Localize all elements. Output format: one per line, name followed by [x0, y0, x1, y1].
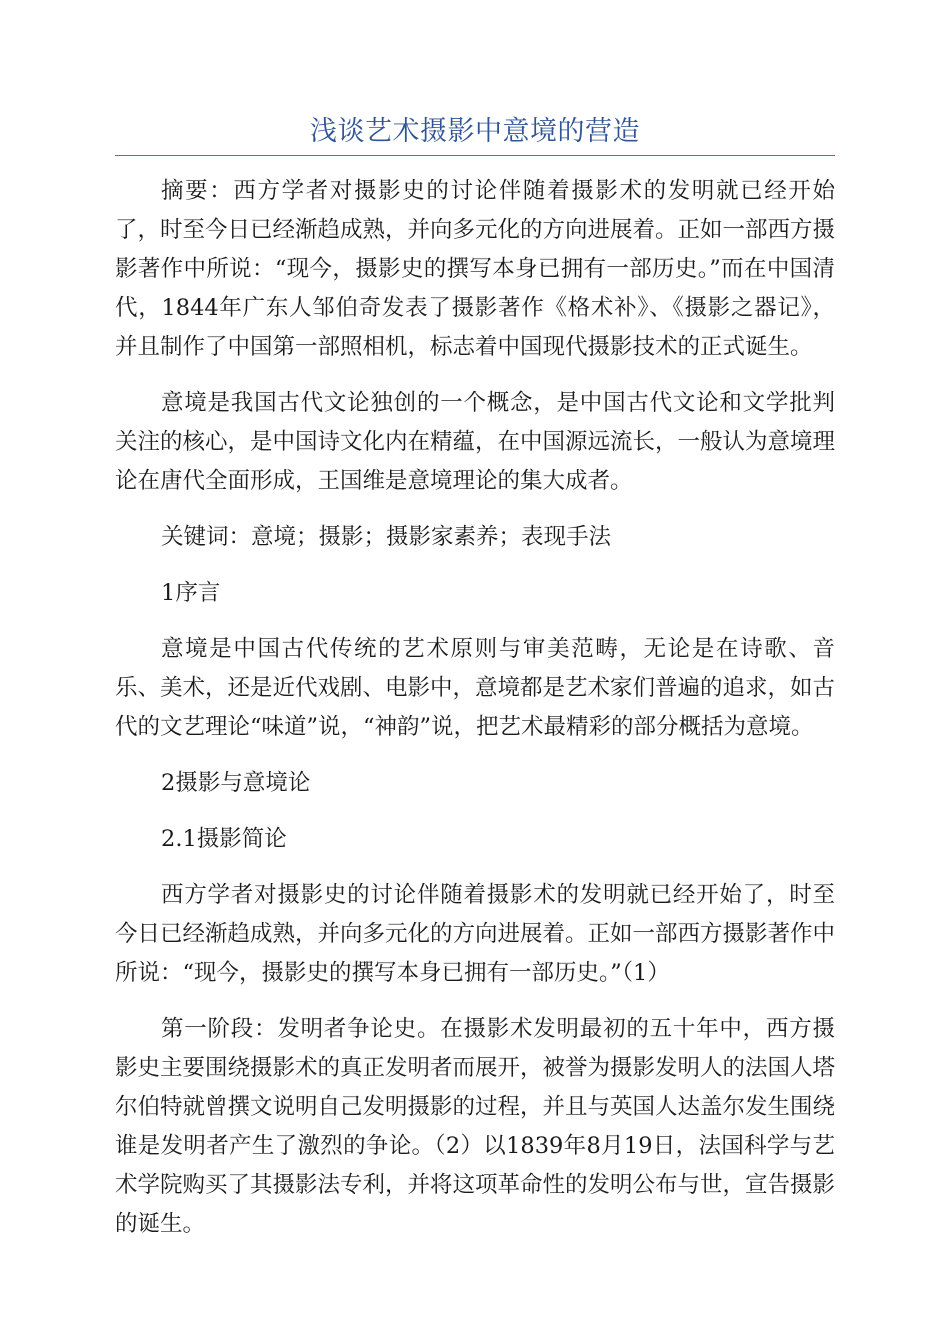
- keywords-line: 关键词：意境；摄影；摄影家素养；表现手法: [161, 524, 612, 550]
- abstract-paragraph-2: 意境是我国古代文论独创的一个概念，是中国古代文论和文学批判关注的核心，是中国诗文化内在精蕴，在中国源远流长，一般认为意境理论在唐代全面形成，王国维是意境理论的集大成者。: [115, 390, 836, 494]
- body-paragraph: 西方学者对摄影史的讨论伴随着摄影术的发明就已经开始了，时至今日已经渐趋成熟，并向多元化的方向进展着。正如一部西方摄影著作中所说：“现今，摄影史的撰写本身已拥有一部历史。”（1）: [115, 882, 836, 986]
- section-heading-1: 1序言: [161, 580, 221, 606]
- body-paragraph: 第一阶段：发明者争论史。在摄影术发明最初的五十年中，西方摄影史主要围绕摄影术的真正发明者而展开，被誉为摄影发明人的法国人塔尔伯特就曾撰文说明自己发明摄影的过程，并且与英国人达盖尔发生围绕谁是发明者产生了激烈的争论。（2）以1839年8月19日，法国科学与艺术学院购买了其摄影法专利，并将这项革命性的发明公布与世，宣告摄影的诞生。: [115, 1016, 836, 1237]
- subsection-heading-2-1: 2.1摄影简论: [161, 826, 287, 852]
- abstract-paragraph: 摘要：西方学者对摄影史的讨论伴随着摄影术的发明就已经开始了，时至今日已经渐趋成熟，并向多元化的方向进展着。正如一部西方摄影著作中所说：“现今，摄影史的撰写本身已拥有一部历史。”而在中国清代，1844年广东人邹伯奇发表了摄影著作《格术补》、《摄影之器记》，并且制作了中国第一部照相机，标志着中国现代摄影技术的正式诞生。: [115, 178, 836, 360]
- document-body: [115, 172, 835, 1261]
- document-title: 浅谈艺术摄影中意境的营造: [310, 116, 640, 147]
- title-underline: [115, 155, 835, 156]
- body-paragraph: 意境是中国古代传统的艺术原则与审美范畴，无论是在诗歌、音乐、美术，还是近代戏剧、电影中，意境都是艺术家们普遍的追求，如古代的文艺理论“味道”说，“神韵”说，把艺术最精彩的部分概括为意境。: [115, 636, 836, 740]
- section-heading-2: 2摄影与意境论: [161, 770, 311, 796]
